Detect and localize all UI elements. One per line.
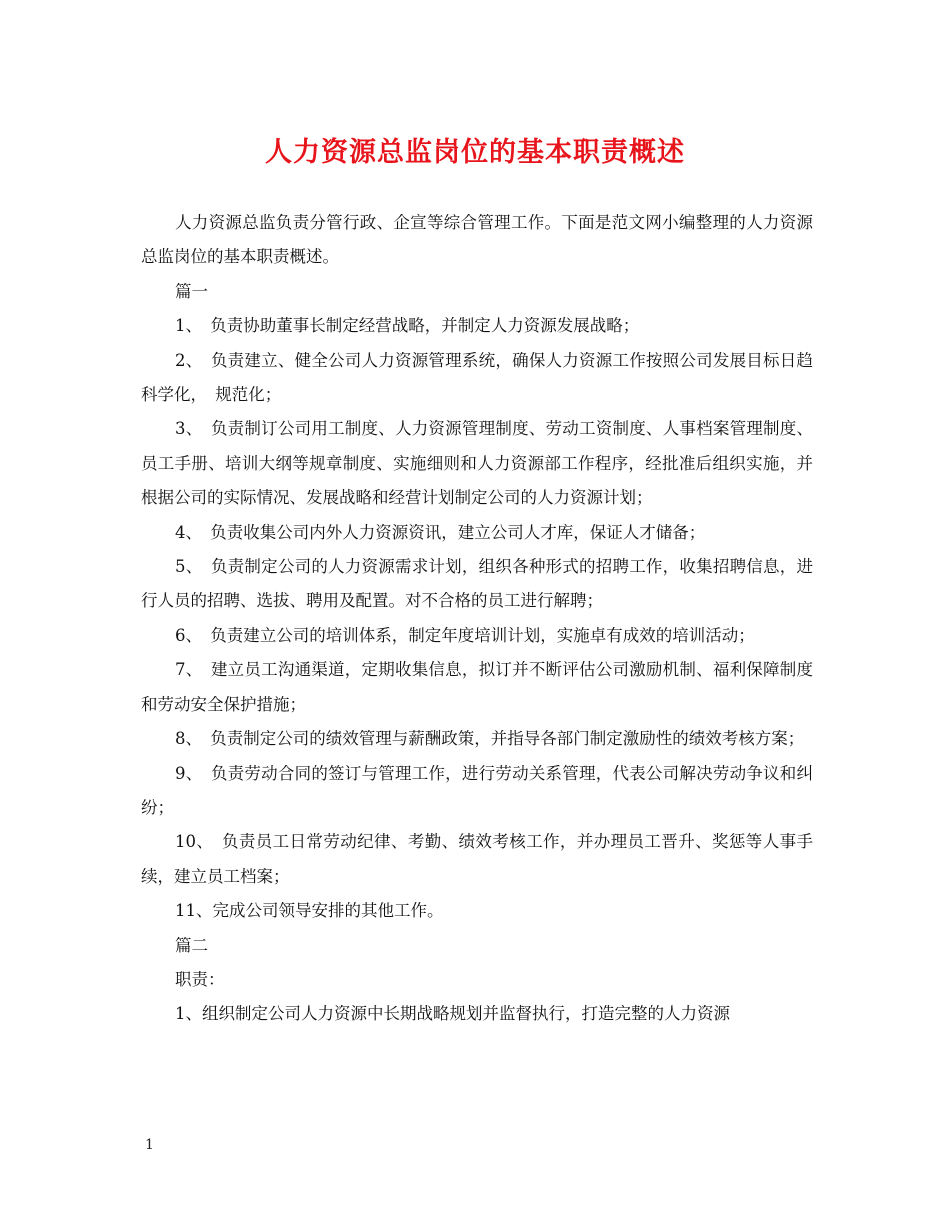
- section-heading-part-one: 篇一: [175, 281, 208, 301]
- document-body: [141, 206, 813, 1032]
- intro-paragraph: 人力资源总监负责分管行政、企宣等综合管理工作。下面是范文网小编整理的人力资源总监岗位的基本职责概述。: [141, 213, 813, 267]
- list-item: 1、 负责协助董事长制定经营战略，并制定人力资源发展战略；: [175, 316, 640, 336]
- document-title: 人力资源总监岗位的基本职责概述: [265, 137, 685, 168]
- list-item: 8、 负责制定公司的绩效管理与薪酬政策，并指导各部门制定激励性的绩效考核方案；: [175, 729, 805, 749]
- list-item: 10、 负责员工日常劳动纪律、考勤、绩效考核工作，并办理员工晋升、奖惩等人事手续，建立员工档案；: [141, 832, 813, 886]
- list-item: 5、 负责制定公司的人力资源需求计划，组织各种形式的招聘工作，收集招聘信息，进行人员的招聘、选拔、聘用及配置。对不合格的员工进行解聘；: [141, 557, 813, 611]
- list-item: 11、完成公司领导安排的其他工作。: [175, 901, 444, 921]
- list-item: 3、 负责制订公司用工制度、人力资源管理制度、劳动工资制度、人事档案管理制度、员工手册、培训大纲等规章制度、实施细则和人力资源部工作程序，经批准后组织实施，并根据公司的实际情况、发展战略和经营计划制定公司的人力资源计划；: [141, 419, 813, 508]
- list-item: 4、 负责收集公司内外人力资源资讯，建立公司人才库，保证人才储备；: [175, 522, 706, 542]
- duties-label: 职责：: [175, 969, 225, 989]
- list-item: 6、 负责建立公司的培训体系，制定年度培训计划，实施卓有成效的培训活动；: [175, 625, 755, 645]
- list-item: 7、 建立员工沟通渠道，定期收集信息，拟订并不断评估公司激励机制、福利保障制度和劳动安全保护措施；: [141, 660, 813, 714]
- list-item: 9、 负责劳动合同的签订与管理工作，进行劳动关系管理，代表公司解决劳动争议和纠纷；: [141, 763, 813, 817]
- list-item: 2、 负责建立、健全公司人力资源管理系统，确保人力资源工作按照公司发展目标日趋科学化， 规范化；: [141, 350, 813, 405]
- page-number: 1: [145, 1137, 154, 1153]
- section-heading-part-two: 篇二: [175, 935, 208, 955]
- list-item: 1、组织制定公司人力资源中长期战略规划并监督执行，打造完整的人力资源: [175, 1004, 730, 1024]
